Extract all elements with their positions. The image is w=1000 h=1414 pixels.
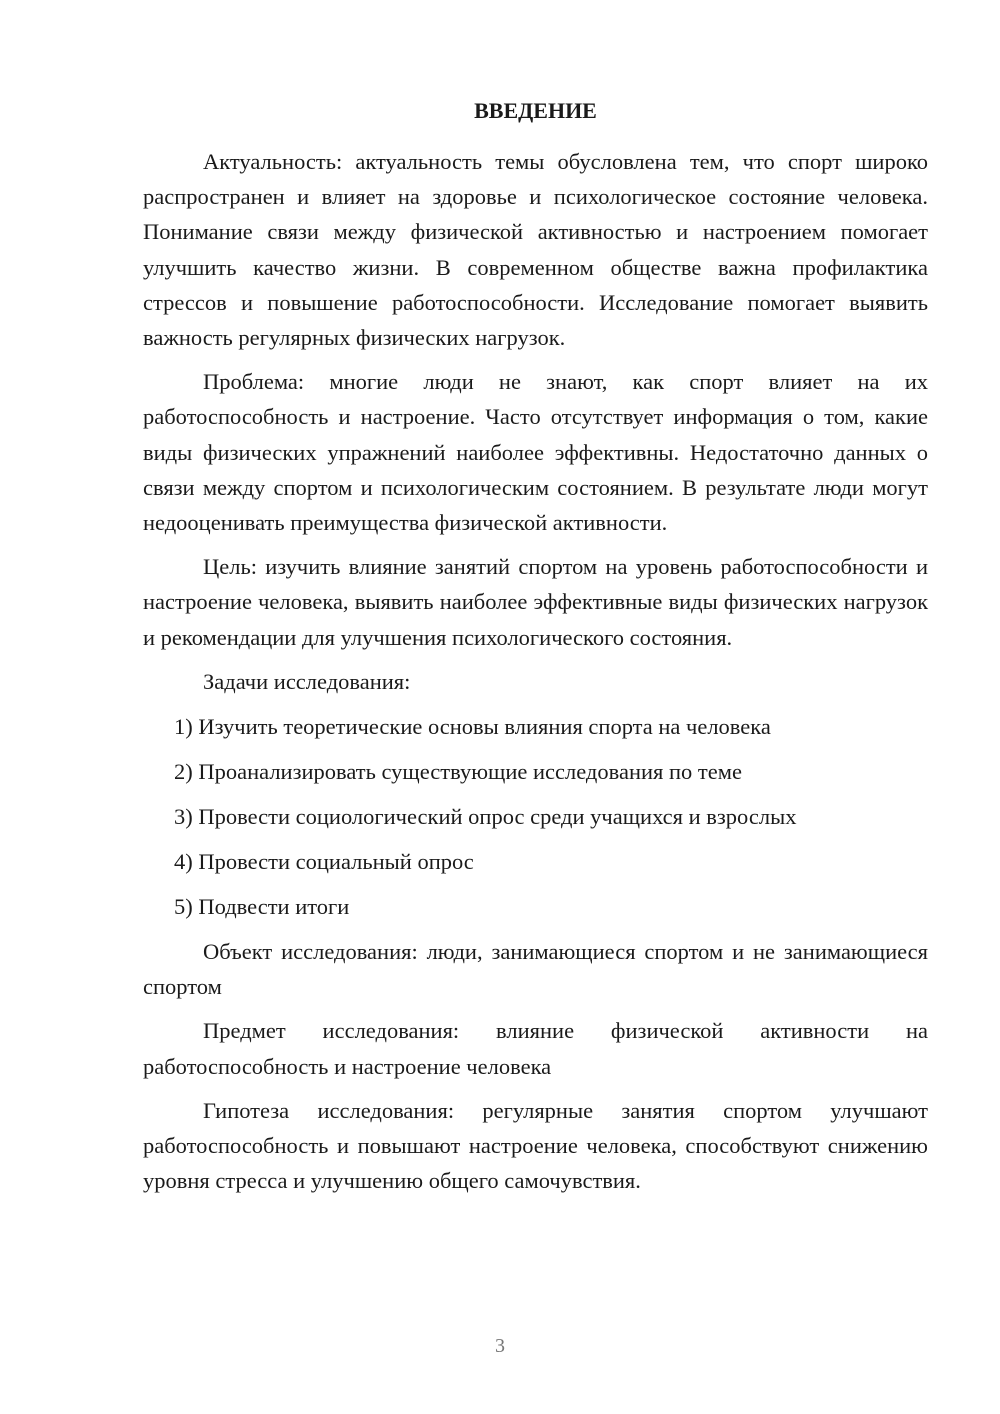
paragraph-goal: Цель: изучить влияние занятий спортом на уровень работоспособности и настроение человека, выявить наиболее эффективные виды физических нагрузок и рекомендации для улучшения психологического состояния. (143, 554, 928, 650)
list-item: 1) Изучить теоретические основы влияния спорта на человека (174, 714, 771, 740)
paragraph-relevance: Актуальность: актуальность темы обусловлена тем, что спорт широко распространен и влияет на здоровье и психологическое состояние человека. Понимание связи между физической активностью и настроением помогает улучшить качество жизни. В современном обществе важна профилактика стрессов и повышение работоспособности. Исследование помогает выявить важность регулярных физических нагрузок. (143, 149, 928, 351)
paragraph-hypothesis: Гипотеза исследования: регулярные занятия спортом улучшают работоспособность и повышают настроение человека, способствуют снижению уровня стресса и улучшению общего самочувствия. (143, 1097, 928, 1194)
page-number: 3 (495, 1335, 505, 1357)
list-item: 4) Провести социальный опрос (174, 849, 474, 875)
page-title: ВВЕДЕНИЕ (474, 98, 597, 123)
paragraph-problem: Проблема: многие люди не знают, как спорт влияет на их работоспособность и настроение. Часто отсутствует информация о том, какие виды физических упражнений наиболее эффективны. Недостаточно данных о связи между спортом и психологическим состоянием. В результате люди могут недооценивать преимущества физической активности. (143, 369, 928, 536)
paragraph-subject: Предмет исследования: влияние физической активности на работоспособность и настроение человека (143, 1018, 928, 1079)
list-item: 5) Подвести итоги (174, 894, 350, 920)
document-page (143, 96, 928, 1207)
paragraph-object: Объект исследования: люди, занимающиеся спортом и не занимающиеся спортом (143, 939, 928, 1000)
tasks-heading: Задачи исследования: (203, 668, 411, 694)
list-item: 2) Проанализировать существующие исследования по теме (174, 759, 742, 785)
list-item: 3) Провести социологический опрос среди учащихся и взрослых (174, 804, 797, 830)
tasks-list (143, 709, 928, 924)
